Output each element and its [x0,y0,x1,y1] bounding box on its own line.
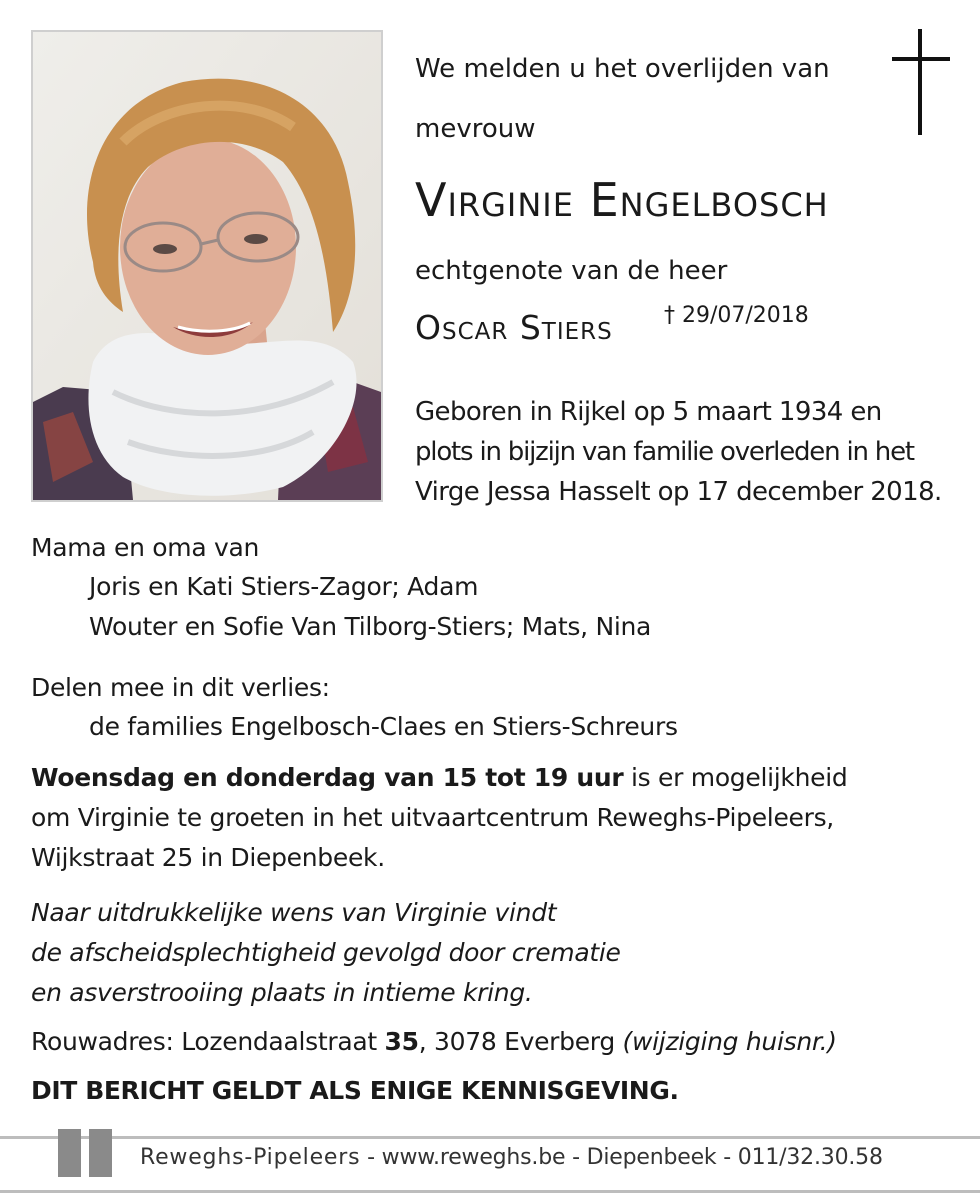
footer [140,1143,883,1173]
spouse-intro: echtgenote van de heer [415,256,728,286]
share-line: de families Engelbosch-Claes en Stiers-Schreurs [89,712,678,741]
visitation-line-3: Wijkstraat 25 in Diepenbeek. [31,843,385,872]
mourning-address [31,1022,837,1062]
portrait-photo [31,30,383,502]
visitation-rest: is er mogelijkheid [623,763,848,792]
birth-line-1: Geboren in Rijkel op 5 maart 1934 en [415,397,882,427]
funeral-home-logo-icon [58,1129,81,1177]
footer-details: - www.reweghs.be - Diepenbeek - 011/32.30.58 [360,1145,883,1170]
ceremony-line-2: de afscheidsplechtigheid gevolgd door crematie [31,938,621,967]
birth-line-2: plots in bijzijn van familie overleden in het [415,437,914,467]
notice: DIT BERICHT GELDT ALS ENIGE KENNISGEVING. [31,1076,679,1105]
deceased-name: Virginie Engelbosch [415,173,829,227]
footer-divider [0,1136,980,1139]
cross-icon-bar [892,57,950,61]
title-prefix: mevrouw [415,114,536,144]
family-member: Wouter en Sofie Van Tilborg-Stiers; Mats, Nina [89,612,652,641]
address-rest: , 3078 Everberg [418,1027,623,1056]
visitation-line-1 [31,758,847,798]
birth-line-3: Virge Jessa Hasselt op 17 december 2018. [415,477,942,507]
spouse-death-date: † 29/07/2018 [664,303,809,328]
address-number: 35 [384,1027,419,1056]
share-heading: Delen mee in dit verlies: [31,673,330,702]
family-heading: Mama en oma van [31,533,260,562]
cross-icon [918,29,922,135]
visitation-line-2: om Virginie te groeten in het uitvaartcentrum Reweghs-Pipeleers, [31,803,834,832]
family-member: Joris en Kati Stiers-Zagor; Adam [89,572,479,601]
ceremony-line-1: Naar uitdrukkelijke wens van Virginie vindt [31,898,557,927]
funeral-home-logo-icon-right [89,1129,112,1177]
address-label: Rouwadres: Lozendaalstraat [31,1027,385,1056]
intro-text: We melden u het overlijden van [415,54,830,84]
spouse-name: Oscar Stiers [415,308,613,347]
footer-company: Reweghs-Pipeleers [140,1145,361,1170]
visitation-times: Woensdag en donderdag van 15 tot 19 uur [31,763,624,792]
ceremony-line-3: en asverstrooiing plaats in intieme kring. [31,978,533,1007]
address-note: (wijziging huisnr.) [622,1027,837,1056]
